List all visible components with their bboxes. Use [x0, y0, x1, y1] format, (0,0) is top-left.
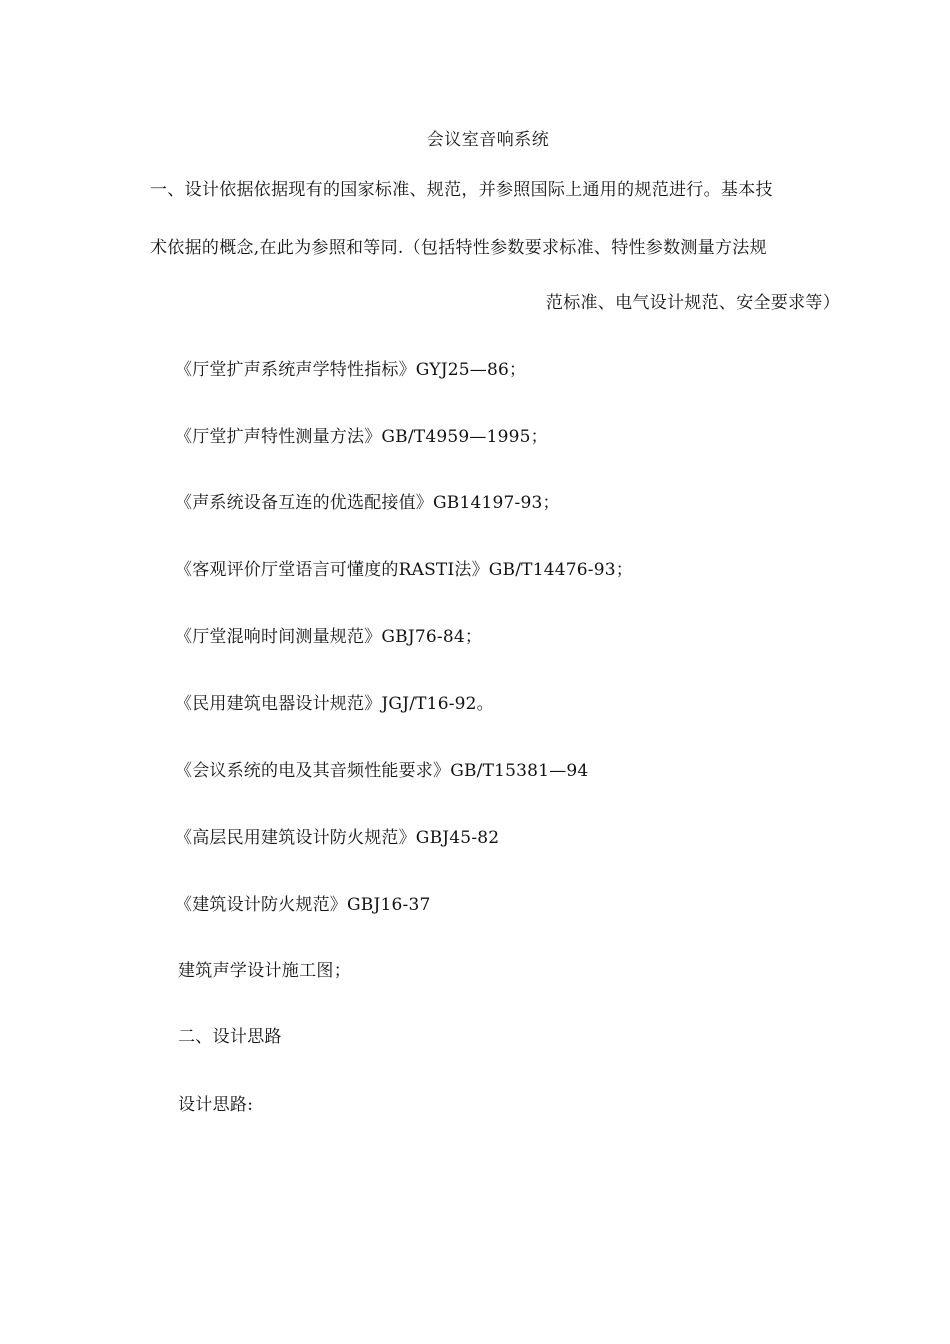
- section-heading: 二、设计思路: [178, 1027, 282, 1047]
- standard-item: 《高层民用建筑设计防火规范》GBJ45-82: [175, 828, 500, 848]
- intro-line-2: 术依据的概念,在此为参照和等同.（包括特性参数要求标准、特性参数测量方法规: [150, 238, 767, 258]
- standard-item: 《客观评价厅堂语言可懂度的RASTI法》GB/T14476-93；: [175, 560, 633, 580]
- standard-item: 《厅堂扩声特性测量方法》GB/T4959—1995；: [175, 427, 548, 447]
- standard-item: 《声系统设备互连的优选配接值》GB14197-93；: [175, 493, 560, 513]
- document-title: 会议室音响系统: [426, 130, 550, 150]
- standard-item: 《建筑设计防火规范》GBJ16-37: [175, 895, 431, 915]
- standard-item: 《厅堂混响时间测量规范》GBJ76-84；: [175, 627, 483, 647]
- section-subheading: 设计思路:: [178, 1095, 254, 1115]
- intro-line-3: 范标准、电气设计规范、安全要求等）: [545, 293, 840, 313]
- standard-item: 《厅堂扩声系统声学特性指标》GYJ25—86；: [175, 360, 527, 380]
- intro-line-1: 一、设计依据依据现有的国家标准、规范，并参照国际上通用的规范进行。基本技: [150, 180, 773, 200]
- standard-item: 《民用建筑电器设计规范》JGJ/T16-92。: [175, 694, 494, 714]
- standard-item: 《会议系统的电及其音频性能要求》GB/T15381—94: [175, 761, 589, 781]
- construction-drawings-line: 建筑声学设计施工图；: [178, 961, 351, 981]
